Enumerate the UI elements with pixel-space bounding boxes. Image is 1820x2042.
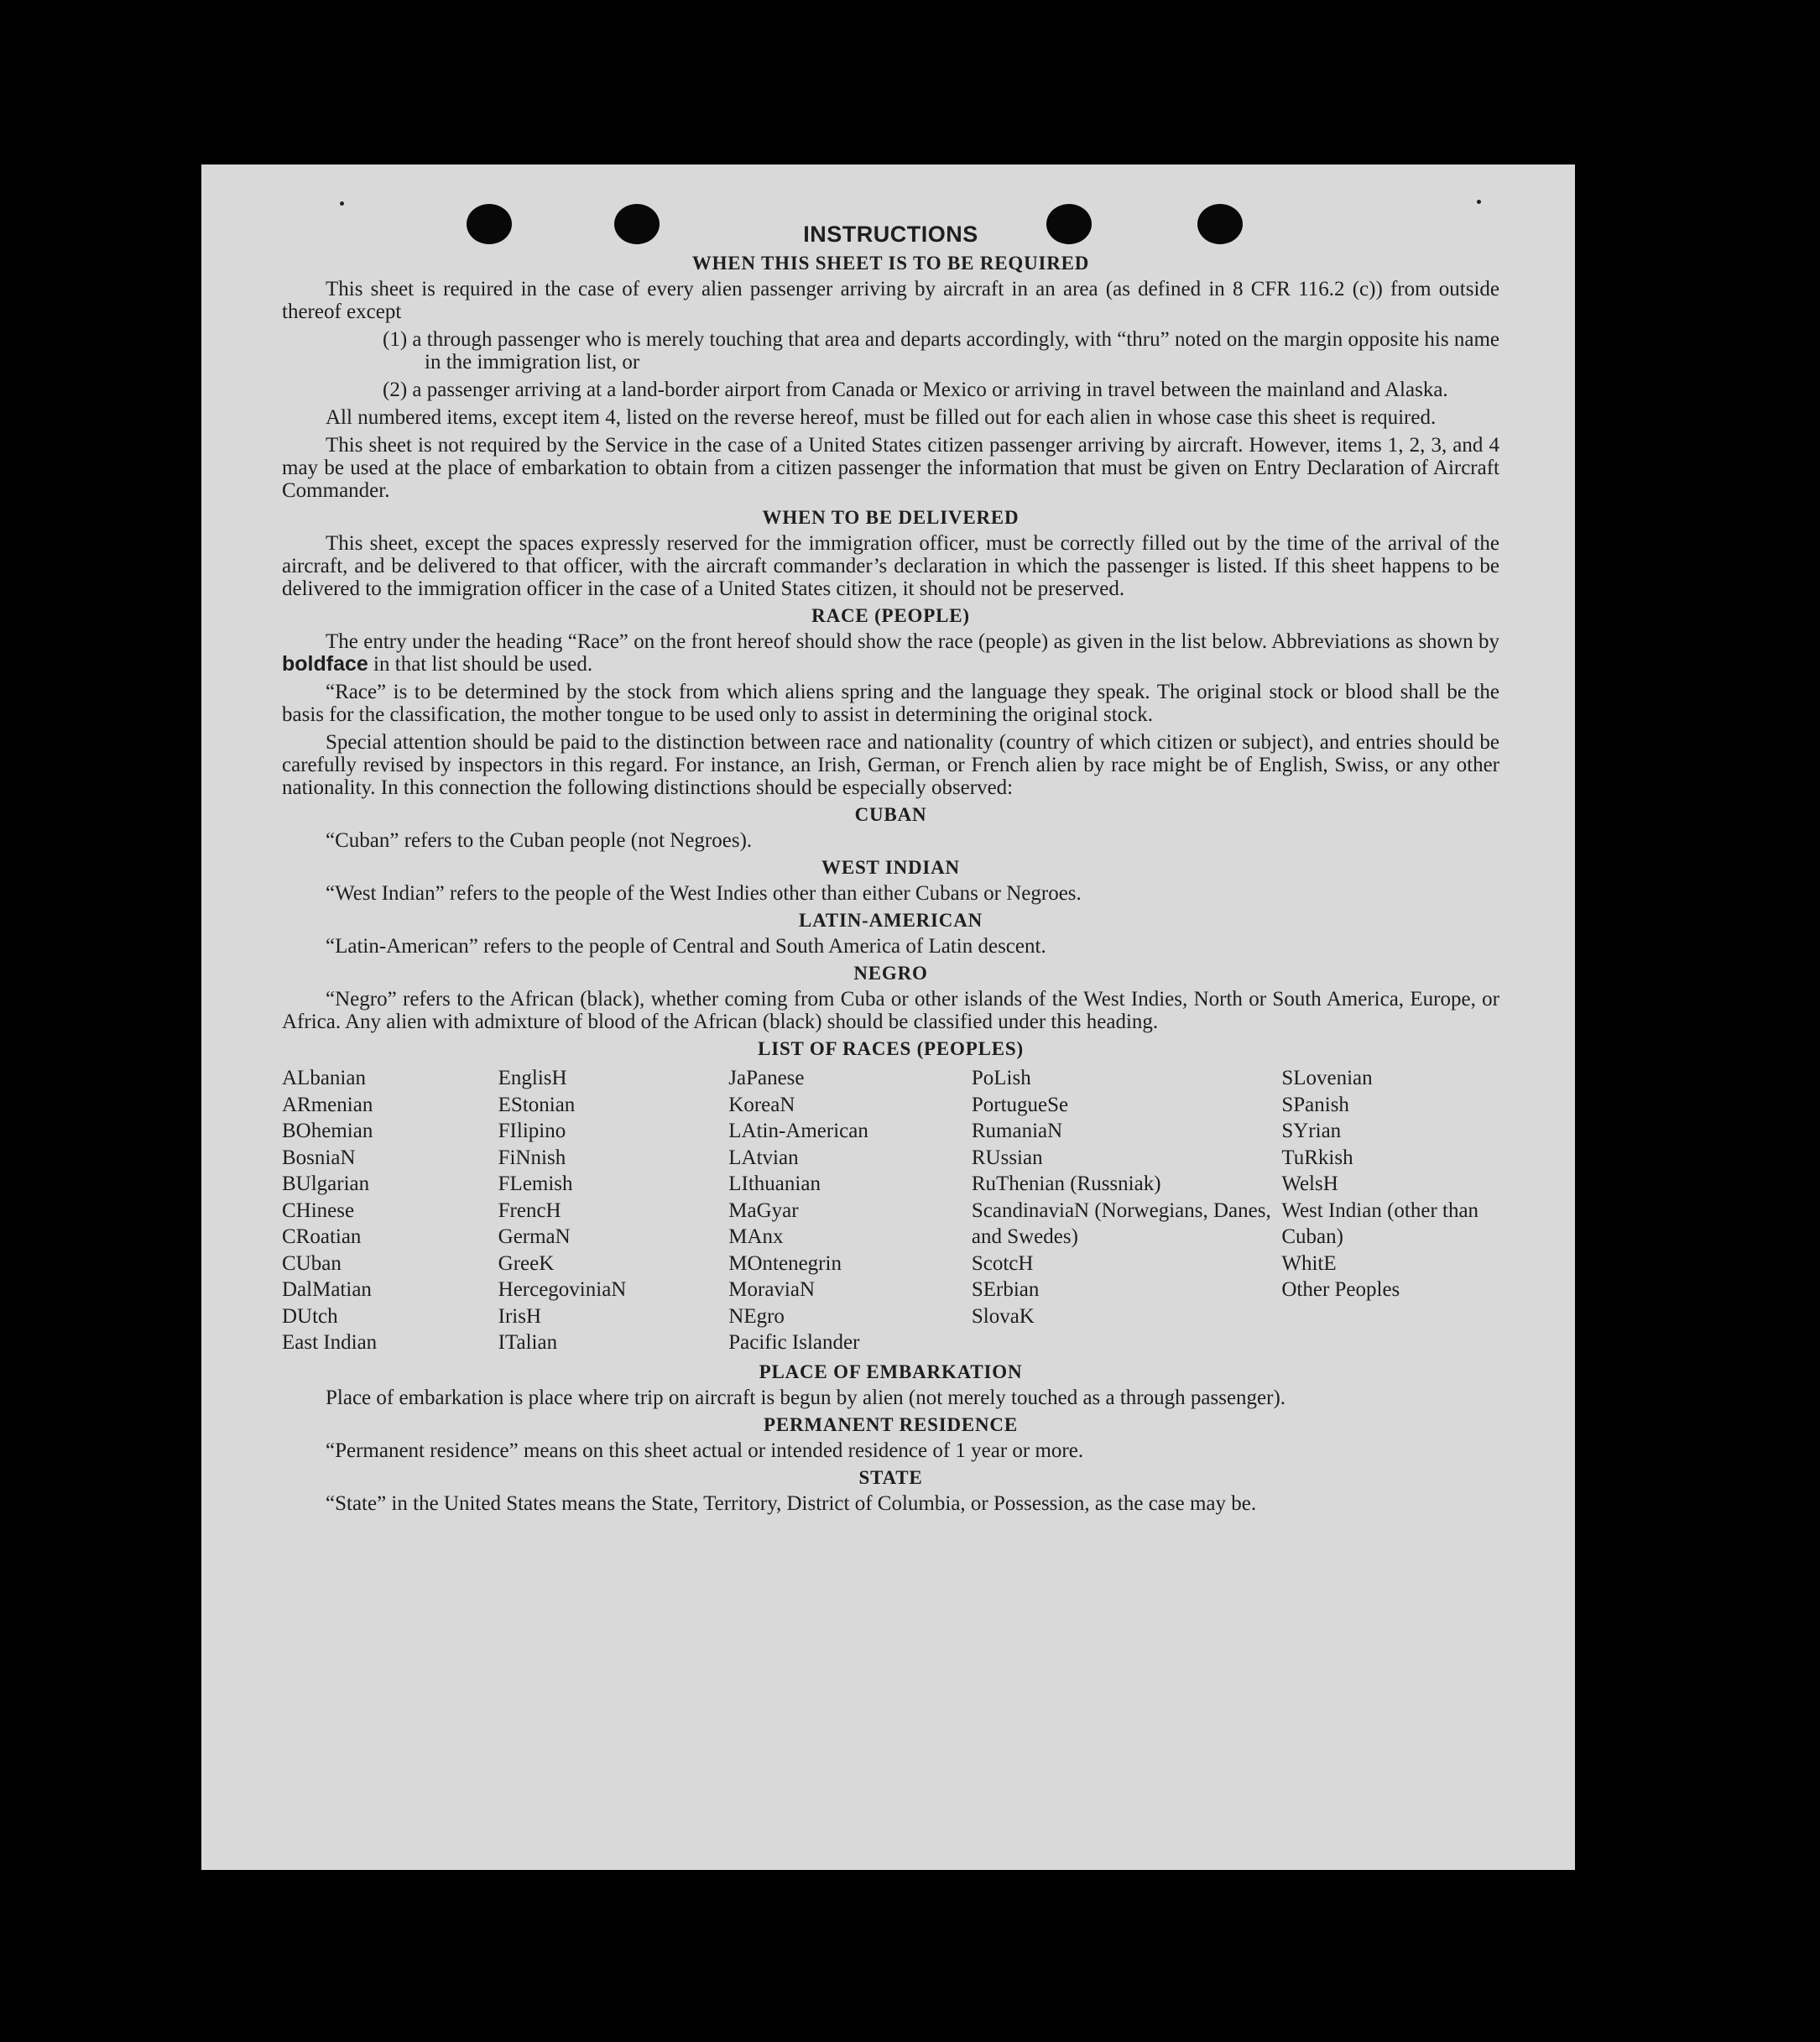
race-entry: EStonian (498, 1093, 576, 1116)
heading-state: STATE (858, 1466, 923, 1488)
paragraph: This sheet is required in the case of every alien passenger arriving by aircraft in an area (as defined in 8 CFR 116.2 (c)) from outside thereof except (282, 278, 1499, 323)
races-column (498, 1065, 729, 1356)
race-entry: SlovaK (971, 1304, 1035, 1328)
punch-hole (1046, 204, 1092, 244)
paragraph: “Race” is to be determined by the stock from which aliens spring and the language they speak. The original stock or blood shall be the basis for the classification, the mother tongue to be used only to assist in determining the original stock. (282, 681, 1499, 726)
race-entry: BUlgarian (282, 1172, 370, 1195)
race-entry: FIlipino (498, 1120, 566, 1142)
paragraph: “Cuban” refers to the Cuban people (not Negroes). (326, 829, 753, 852)
race-entry: HercegoviniaN (498, 1278, 627, 1301)
race-entry: DUtch (282, 1304, 338, 1328)
race-entry: PoLish (971, 1067, 1031, 1089)
race-entry: ALbanian (282, 1067, 366, 1089)
race-entry: GreeK (498, 1251, 555, 1275)
heading-embarkation: PLACE OF EMBARKATION (759, 1360, 1023, 1382)
race-entry: RuThenian (Russniak) (971, 1172, 1161, 1195)
paragraph: “Negro” refers to the African (black), whether coming from Cuba or other islands of the West Indies, North or South America, Europe, or Africa. Any alien with admixture of blood of the African (black) should be classified under this heading. (282, 988, 1499, 1033)
race-entry: WelsH (1281, 1172, 1338, 1195)
race-entry: Other Peoples (1281, 1278, 1400, 1301)
heading-west-indian: WEST INDIAN (821, 857, 960, 878)
speck (340, 201, 344, 206)
race-entry: IrisH (498, 1304, 542, 1328)
boldface-word: boldface (282, 652, 368, 676)
heading-residence: PERMANENT RESIDENCE (764, 1413, 1018, 1435)
race-entry: JaPanese (728, 1067, 805, 1089)
race-entry: NEgro (728, 1304, 785, 1328)
race-entry: WhitE (1281, 1251, 1337, 1275)
paragraph: “Permanent residence” means on this sheet actual or intended residence of 1 year or more. (326, 1439, 1084, 1462)
races-column (1281, 1065, 1499, 1356)
text-run: in that list should be used. (368, 653, 593, 676)
heading-when-required: WHEN THIS SHEET IS TO BE REQUIRED (691, 253, 1090, 274)
list-item: (2) a passenger arriving at a land-border airport from Canada or Mexico or arriving in travel between the mainland and Alaska. (383, 379, 1448, 401)
paragraph: All numbered items, except item 4, listed on the reverse hereof, must be filled out for each alien in whose case this sheet is required. (326, 406, 1437, 429)
races-column (972, 1065, 1281, 1356)
race-entry: CUban (282, 1251, 342, 1275)
races-column (728, 1065, 972, 1356)
punch-hole (467, 204, 512, 244)
race-entry: SLovenian (1281, 1067, 1373, 1089)
race-entry: East Indian (282, 1331, 378, 1354)
race-entry: EnglisH (498, 1067, 567, 1089)
paragraph: Special attention should be paid to the distinction between race and nationality (country of which citizen or subject), and entries should be carefully revised by inspectors in this regard. For instance, an Irish, German, or French alien by race might be of English, Swiss, or any other nationality. In this connection the following distinctions should be especially observed: (282, 731, 1499, 799)
punch-hole (614, 204, 660, 244)
heading-latin-american: LATIN-AMERICAN (798, 910, 983, 931)
race-entry: FLemish (498, 1172, 573, 1195)
race-entry: SYrian (1281, 1120, 1342, 1142)
document-page (201, 165, 1575, 1870)
speck (1477, 200, 1481, 204)
punch-hole (1197, 204, 1243, 244)
races-list (282, 1065, 1499, 1356)
race-entry: RumaniaN (971, 1120, 1063, 1142)
races-column (282, 1065, 498, 1356)
race-entry: ScandinaviaN (Norwegians, Danes, and Swedes) (971, 1199, 1271, 1248)
paragraph: “State” in the United States means the State, Territory, District of Columbia, or Possession, as the case may be. (326, 1491, 1257, 1515)
race-entry: KoreaN (728, 1093, 795, 1116)
paragraph: “Latin-American” refers to the people of Central and South America of Latin descent. (326, 935, 1046, 958)
race-entry: West Indian (other than Cuban) (1281, 1199, 1479, 1248)
paragraph: This sheet, except the spaces expressly reserved for the immigration officer, must be correctly filled out by the time of the arrival of the aircraft, and be delivered to that officer, with the aircraft commander’s declaration in which the passenger is listed. If this sheet happens to be delivered to the immigration officer in the case of a United States citizen, it should not be preserved. (282, 532, 1499, 600)
heading-cuban: CUBAN (854, 804, 927, 825)
race-entry: ScotcH (971, 1251, 1034, 1275)
race-entry: SErbian (971, 1278, 1040, 1301)
race-entry: MoraviaN (728, 1278, 816, 1301)
paragraph (282, 630, 1499, 676)
race-entry: PortugueSe (971, 1093, 1069, 1116)
page-title: INSTRUCTIONS (803, 222, 978, 247)
race-entry: LAtin-American (728, 1120, 868, 1142)
paragraph: “West Indian” refers to the people of the West Indies other than either Cubans or Negroes. (326, 882, 1082, 905)
list-item: (1) a through passenger who is merely touching that area and departs accordingly, with “thru” noted on the margin opposite his name in the immigration list, or (383, 328, 1499, 373)
race-entry: DalMatian (282, 1278, 372, 1301)
paragraph: Place of embarkation is place where trip on aircraft is begun by alien (not merely touched as a through passenger). (326, 1386, 1286, 1409)
race-entry: GermaN (498, 1225, 571, 1248)
race-entry: SPanish (1281, 1093, 1349, 1116)
paragraph: This sheet is not required by the Service in the case of a United States citizen passenger arriving by aircraft. However, items 1, 2, 3, and 4 may be used at the place of embarkation to obtain from a citizen passenger the information that must be given on Entry Declaration of Aircraft Commander. (282, 434, 1499, 502)
heading-race: RACE (PEOPLE) (811, 605, 970, 626)
race-entry: ITalian (498, 1331, 558, 1354)
race-entry: ARmenian (282, 1093, 373, 1116)
race-entry: LIthuanian (728, 1172, 821, 1195)
race-entry: FiNnish (498, 1146, 566, 1169)
heading-list-of-races: LIST OF RACES (PEOPLES) (758, 1038, 1024, 1059)
race-entry: BosniaN (282, 1146, 356, 1169)
race-entry: Pacific Islander (728, 1331, 860, 1354)
race-entry: FrencH (498, 1199, 561, 1222)
heading-when-delivered: WHEN TO BE DELIVERED (762, 507, 1020, 528)
race-entry: RUssian (971, 1146, 1043, 1169)
race-entry: CRoatian (282, 1225, 362, 1248)
race-entry: MaGyar (728, 1199, 799, 1222)
race-entry: MAnx (728, 1225, 784, 1248)
race-entry: BOhemian (282, 1120, 373, 1142)
heading-negro: NEGRO (853, 963, 928, 984)
race-entry: CHinese (282, 1199, 355, 1222)
race-entry: TuRkish (1281, 1146, 1353, 1169)
race-entry: LAtvian (728, 1146, 799, 1169)
text-run: The entry under the heading “Race” on the front hereof should show the race (people) as given in the list below. Abbreviations as shown by (326, 630, 1499, 653)
race-entry: MOntenegrin (728, 1251, 842, 1275)
